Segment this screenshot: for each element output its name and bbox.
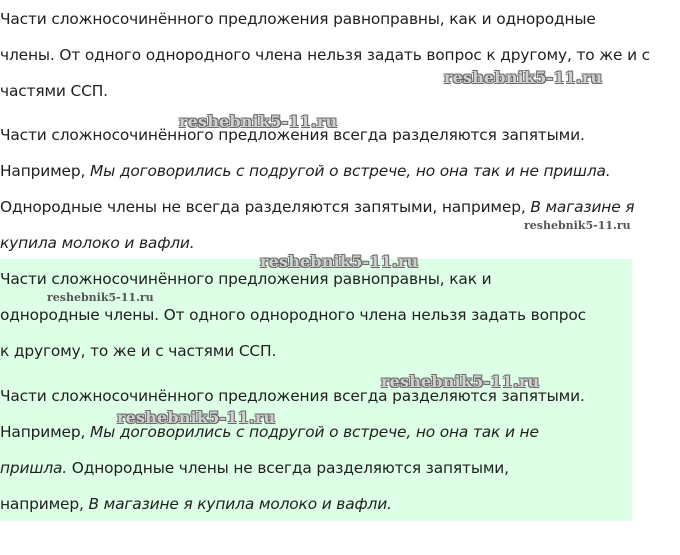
highlight-paragraph-1-line-2: однородные члены. От одного однородного члена нельзя задать вопрос xyxy=(0,306,586,324)
example-sentence-start: Мы договорились с подругой о встрече, но она так и не xyxy=(89,423,539,441)
paragraph-1-line-1: Части сложносочинённого предложения равноправны, как и однородные xyxy=(0,10,596,28)
example-lead: Например, xyxy=(0,423,90,441)
watermark: reshebnik5-11.ru xyxy=(117,408,276,427)
paragraph-2-line-1: Части сложносочинённого предложения всегда разделяются запятыми. xyxy=(0,126,585,144)
example-lead: например, xyxy=(0,495,89,513)
example-sentence: В магазине я купила молоко и вафли. xyxy=(88,495,392,513)
highlight-paragraph-2-line-1: Части сложносочинённого предложения всегда разделяются запятыми. xyxy=(0,387,585,405)
watermark: reshebnik5-11.ru xyxy=(524,219,631,232)
highlight-paragraph-1-line-1: Части сложносочинённого предложения равноправны, как и xyxy=(0,270,492,288)
example-sentence-start: В магазине я xyxy=(530,198,635,216)
highlight-paragraph-2-line-3 xyxy=(0,458,509,478)
highlight-paragraph-2-line-4 xyxy=(0,494,392,514)
paragraph-2-line-3 xyxy=(0,197,634,217)
rule-text: Однородные члены не всегда разделяются запятыми, например, xyxy=(0,198,531,216)
example-sentence-end: купила молоко и вафли. xyxy=(0,234,195,252)
highlight-paragraph-1-line-3: к другому, то же и с частями ССП. xyxy=(0,342,277,360)
watermark: reshebnik5-11.ru xyxy=(444,68,603,87)
watermark: reshebnik5-11.ru xyxy=(179,112,338,131)
watermark: reshebnik5-11.ru xyxy=(381,372,540,391)
rule-text: Однородные члены не всегда разделяются запятыми, xyxy=(67,459,509,477)
paragraph-2-line-4 xyxy=(0,233,195,253)
example-lead: Например, xyxy=(0,162,90,180)
paragraph-1-line-3: частями ССП. xyxy=(0,82,108,100)
highlight-paragraph-2-line-2 xyxy=(0,422,539,442)
example-sentence-end: пришла. xyxy=(0,459,68,477)
watermark: reshebnik5-11.ru xyxy=(47,291,154,304)
paragraph-1-line-2: члены. От одного однородного члена нельзя задать вопрос к другому, то же и с xyxy=(0,46,650,64)
paragraph-2-line-2 xyxy=(0,161,611,181)
watermark: reshebnik5-11.ru xyxy=(260,252,419,271)
example-sentence: Мы договорились с подругой о встрече, но она так и не пришла. xyxy=(89,162,611,180)
